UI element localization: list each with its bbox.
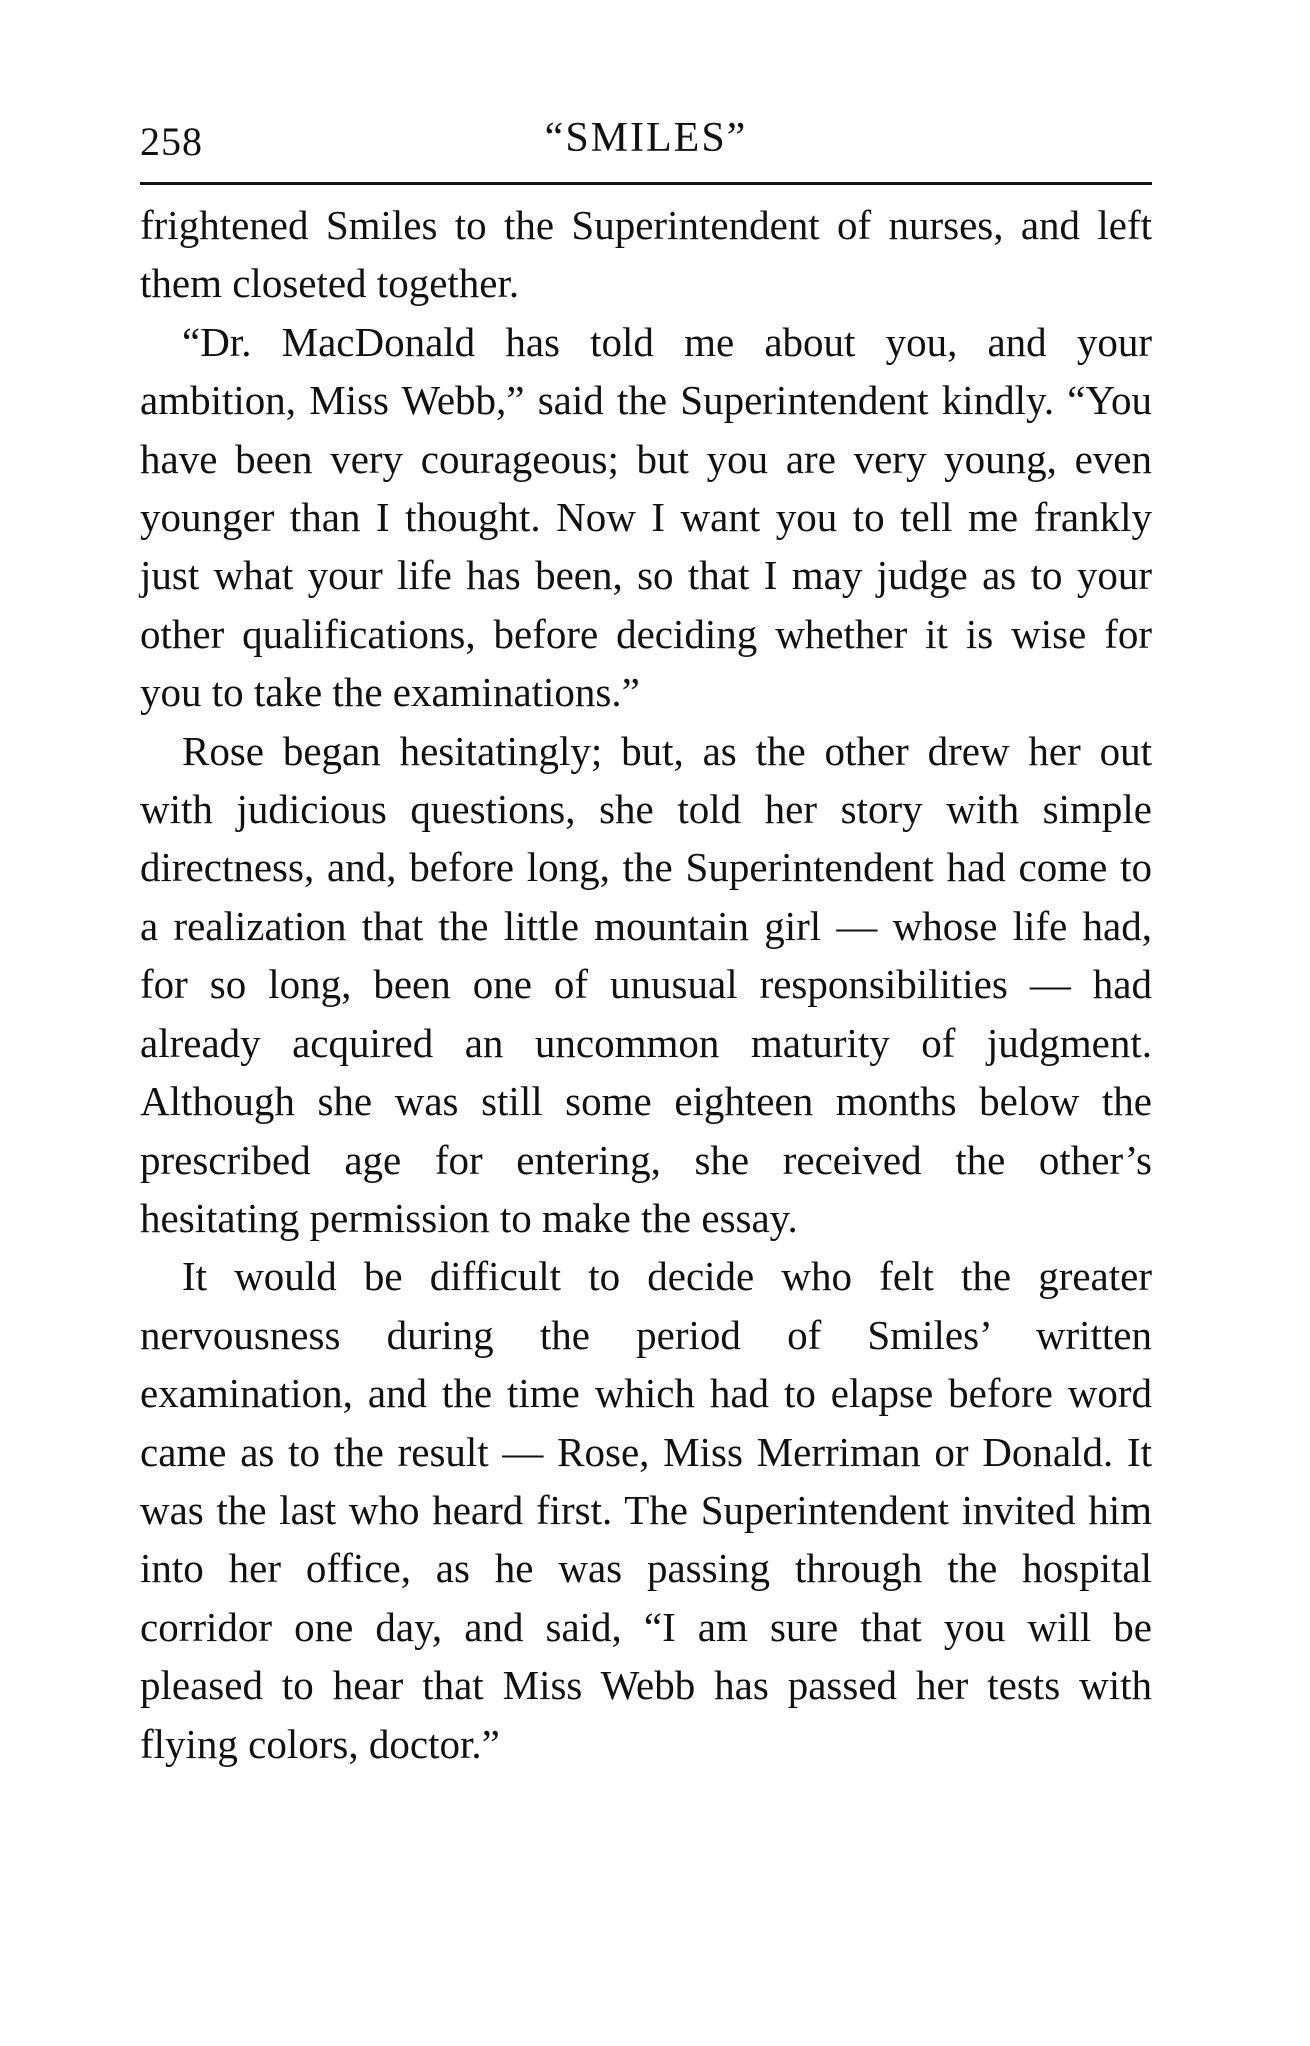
paragraph: It would be difficult to decide who felt the greater nervousness during the period of Smiles’ written examination, and the time which had to elapse before word came as to the result — Rose, Miss Merriman or Donald. It was the last who heard first. The Superintendent invited him into her office, as he was passing through the hospital corridor one day, and said, “I am sure that you will be pleased to hear that Miss Webb has passed her tests with flying colors, doctor.” [140, 1253, 1152, 1767]
page-number: 258 [140, 119, 203, 164]
running-title: “SMILES” [544, 115, 748, 161]
body-text [140, 196, 1152, 1773]
header-rule [140, 182, 1152, 185]
paragraph: “Dr. MacDonald has told me about you, and your ambition, Miss Webb,” said the Superintendent kindly. “You have been very courageous; but you are very young, even younger than I thought. Now I want you to tell me frankly just what your life has been, so that I may judge as to your other qualifications, before deciding whether it is wise for you to take the examinations.” [140, 318, 1152, 716]
paragraph: Rose began hesitatingly; but, as the other drew her out with judicious questions, she told her story with simple directness, and, before long, the Superintendent had come to a realization that the little mountain girl — whose life had, for so long, been one of unusual responsibilities — had already acquired an uncommon maturity of judgment. Although she was still some eighteen months below the prescribed age for entering, she received the other’s hesitating permission to make the essay. [140, 727, 1152, 1241]
running-head [140, 100, 1152, 180]
paragraph-continued: frightened Smiles to the Superintendent of nurses, and left them closeted together. [140, 202, 1152, 307]
